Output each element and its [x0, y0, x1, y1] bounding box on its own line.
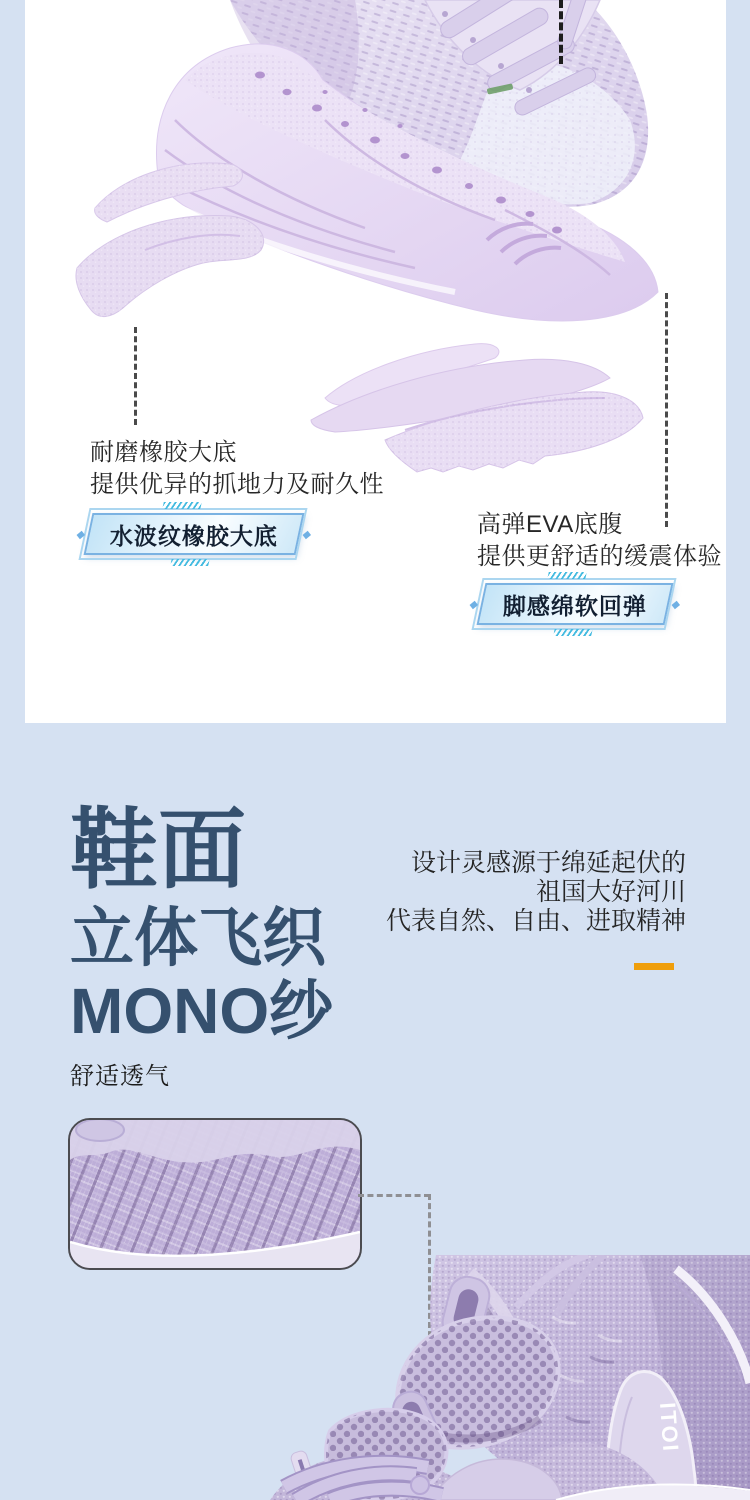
fabric-closeup-overlay	[70, 1120, 360, 1268]
midsole-note-line2: 提供更舒适的缓震体验	[477, 543, 722, 570]
outsole-note-line1: 耐磨橡胶大底	[90, 439, 237, 466]
design-description	[386, 849, 686, 936]
outsole-badge	[84, 513, 305, 555]
section-title-line3: MONO纱	[70, 975, 334, 1047]
fabric-callout-line-horizontal	[358, 1194, 430, 1197]
outsole-badge-label: 水波纹橡胶大底	[110, 522, 278, 549]
midsole-badge-label: 脚感绵软回弹	[503, 592, 647, 619]
design-description-line3: 代表自然、自由、进取精神	[385, 907, 686, 935]
outsole-note-line2: 提供优异的抓地力及耐久性	[90, 471, 384, 498]
section-title-line1: 鞋面	[70, 800, 247, 899]
callout-line-outsole	[134, 327, 137, 425]
fabric-closeup-photo	[68, 1118, 362, 1270]
hatch-marks-icon	[547, 572, 586, 579]
design-description-line1: 设计灵感源于绵延起伏的	[410, 849, 686, 877]
design-description-line2: 祖国大好河川	[535, 878, 686, 906]
hatch-marks-icon	[171, 559, 210, 566]
callout-line-midsole	[665, 293, 668, 527]
section-title-line2: 立体飞织	[70, 902, 326, 974]
heel-logo-mark: ITOI	[655, 1401, 684, 1454]
shoe-laces-front	[284, 1463, 442, 1500]
callout-line-upper	[559, 0, 563, 64]
midsole-badge	[477, 583, 674, 625]
midsole-note-line1: 高弹EVA底腹	[477, 511, 623, 538]
midsole-note	[477, 509, 722, 573]
accent-underline	[634, 963, 674, 970]
exploded-shoe-illustration	[25, 0, 726, 480]
hatch-marks-icon	[553, 629, 592, 636]
section-subtitle: 舒适透气	[70, 1063, 170, 1090]
outsole-note	[90, 437, 384, 501]
shoe-heel-photo	[0, 1255, 750, 1500]
hatch-marks-icon	[162, 502, 201, 509]
